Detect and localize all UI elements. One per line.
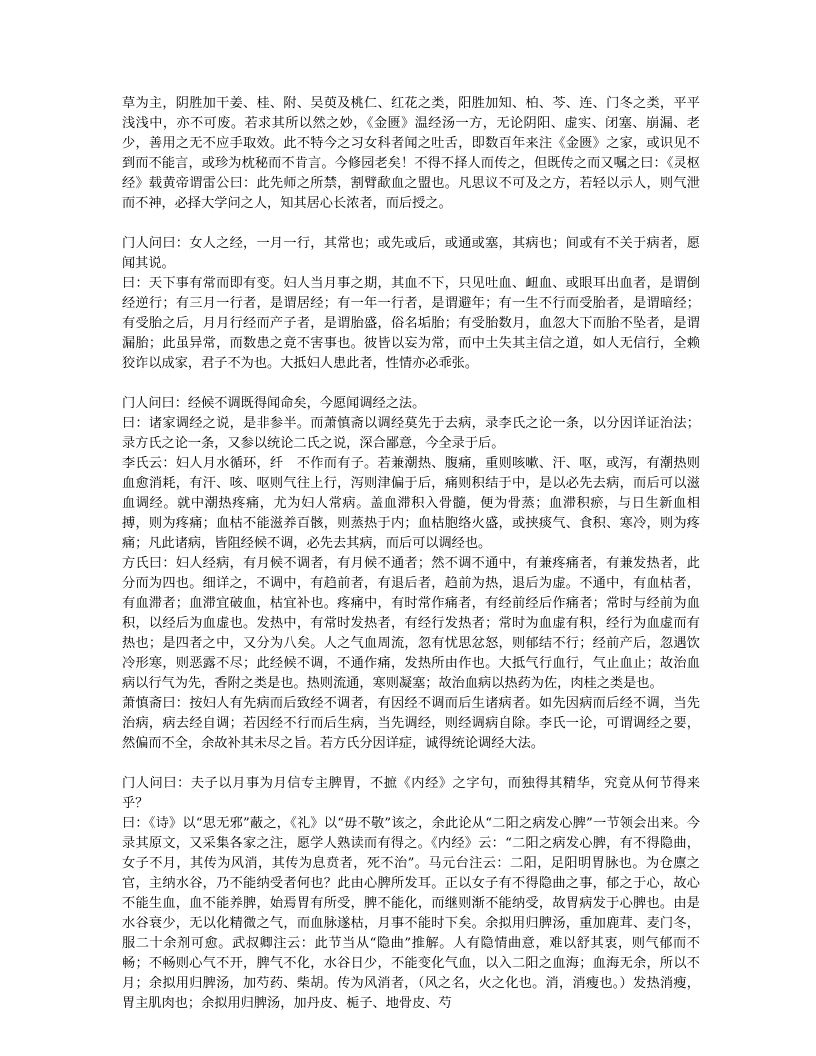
text-body xyxy=(122,94,700,1014)
paragraph: 方氏曰：妇人经病，有月候不调者，有月候不通者；然不调不通中，有兼疼痛者，有兼发热者，此分而为四也。细详之，不调中，有趋前者，有退后者，趋前为热，退后为虚。不通中，有血枯者，有血滞者；血滞宜破血，枯宜补也。疼痛中，有时常作痛者，有经前经后作痛者；常时与经前为血积，以经后为血虚也。发热中，有常时发热者，有经行发热者；常时为血虚有积，经行为血虚而有热也；是四者之中，又分为八矣。人之气血周流，忽有忧思忿怒，则郁结不行；经前产后，忽遇饮冷形寒，则恶露不尽；此经候不调，不通作痛，发热所由作也。大抵气行血行，气止血止；故治血病以行气为先，香附之类是也。热则流通，寒则凝塞；故治血病以热药为佐，肉桂之类是也。 xyxy=(122,556,700,691)
paragraph: 曰：诸家调经之说，是非参半。而萧慎斋以调经莫先于去病，录李氏之论一条，以分因详证治法；录方氏之论一条，又参以统论二氏之说，深合鄙意，今全录于后。 xyxy=(122,416,700,451)
paragraph: 曰：天下事有常而即有变。妇人当月事之期，其血不下，只见吐血、衄血、或眼耳出血者，是谓倒经逆行；有三月一行者，是谓居经；有一年一行者，是谓避年；有一生不行而受胎者，是谓暗经；有受胎之后，月月行经而产子者，是谓胎盛，俗名垢胎；有受胎数月，血忽大下而胎不坠者，是谓漏胎；此虽异常，而数患之竟不害事也。彼皆以妄为常，而中土失其主信之道，如人无信行，全赖狡诈以成家，君子不为也。大抵妇人患此者，性情亦必乖张。 xyxy=(122,276,700,371)
paragraph: 李氏云：妇人月水循环，纤 不作而有子。若兼潮热、腹痛，重则咳嗽、汗、呕，或泻，有潮热则血愈消耗，有汗、咳、呕则气往上行，泻则津偏于后，痛则积结于中，是以必先去病，而后可以滋血调经。就中潮热疼痛，尤为妇人常病。盖血滞积入骨髓，便为骨蒸；血滞积瘀，与日生新血相搏，则为疼痛；血枯不能滋养百骸，则蒸热于内；血枯胞络火盛，或挟痰气、食积、寒冷，则为疼痛；凡此诸病，皆阻经候不调，必先去其病，而后可以调经也。 xyxy=(122,456,700,551)
paragraph: 萧慎斋曰：按妇人有先病而后致经不调者，有因经不调而后生诸病者。如先因病而后经不调，当先治病，病去经自调；若因经不行而后生病，当先调经，则经调病自除。李氏一论，可谓调经之要，然偏而不全，余故补其未尽之旨。若方氏分因详症，诚得统论调经大法。 xyxy=(122,696,700,751)
paragraph: 门人问曰：经候不调既得闻命矣，今愿闻调经之法。 xyxy=(122,396,426,411)
paragraph: 曰：《诗》以“思无邪”蔽之，《礼》以“毋不敬”该之，余此论从“二阳之病发心脾”一节领会出来。今录其原文，又采集各家之注，愿学人熟读而有得之。《内经》云：“二阳之病发心脾，有不得隐曲，女子不月，其传为风消，其传为息贲者，死不治”。马元台注云：二阳，足阳明胃脉也。为仓廪之官，主纳水谷，乃不能纳受者何也？此由心脾所发耳。正以女子有不得隐曲之事，郁之于心，故心不能生血，血不能养脾，始焉胃有所受，脾不能化，而继则渐不能纳受，故胃病发于心脾也。由是水谷衰少，无以化精微之气，而血脉遂枯，月事不能时下矣。余拟用归脾汤，重加鹿茸、麦门冬，服二十余剂可愈。武叔卿注云：此节当从“隐曲”推解。人有隐情曲意，难以舒其衷，则气郁而不畅；不畅则心气不开，脾气不化，水谷日少，不能变化气血，以入二阳之血海；血海无余，所以不月；余拟用归脾汤，加芍药、柴胡。传为风消者，（风之名，火之化也。消，消瘦也。）发热消瘦，胃主肌肉也；余拟用归脾汤，加丹皮、栀子、地骨皮、芍 xyxy=(122,816,700,1011)
paragraph: 门人问曰：夫子以月事为月信专主脾胃，不摭《内经》之字句，而独得其精华，究竟从何节得来乎？ xyxy=(122,776,700,811)
paragraph: 门人问曰：女人之经，一月一行，其常也；或先或后，或通或塞，其病也；间或有不关于病者，愿闻其说。 xyxy=(122,236,700,271)
paragraph: 草为主，阴胜加干姜、桂、附、吴萸及桃仁、红花之类，阳胜加知、柏、芩、连、门冬之类，平平浅浅中，亦不可废。若求其所以然之妙，《金匮》温经汤一方，无论阴阳、虚实、闭塞、崩漏、老少，善用之无不应手取效。此不特今之习女科者闻之吐舌，即数百年来注《金匮》之家，或识见不到而不能言，或珍为枕秘而不肯言。今修园老矣！不得不择人而传之，但既传之而又嘱之曰：《灵枢经》载黄帝谓雷公曰：此先师之所禁，割臂歃血之盟也。凡思议不可及之方，若轻以示人，则气泄而不神，必择大学问之人，知其居心长浓者，而后授之。 xyxy=(122,96,700,211)
